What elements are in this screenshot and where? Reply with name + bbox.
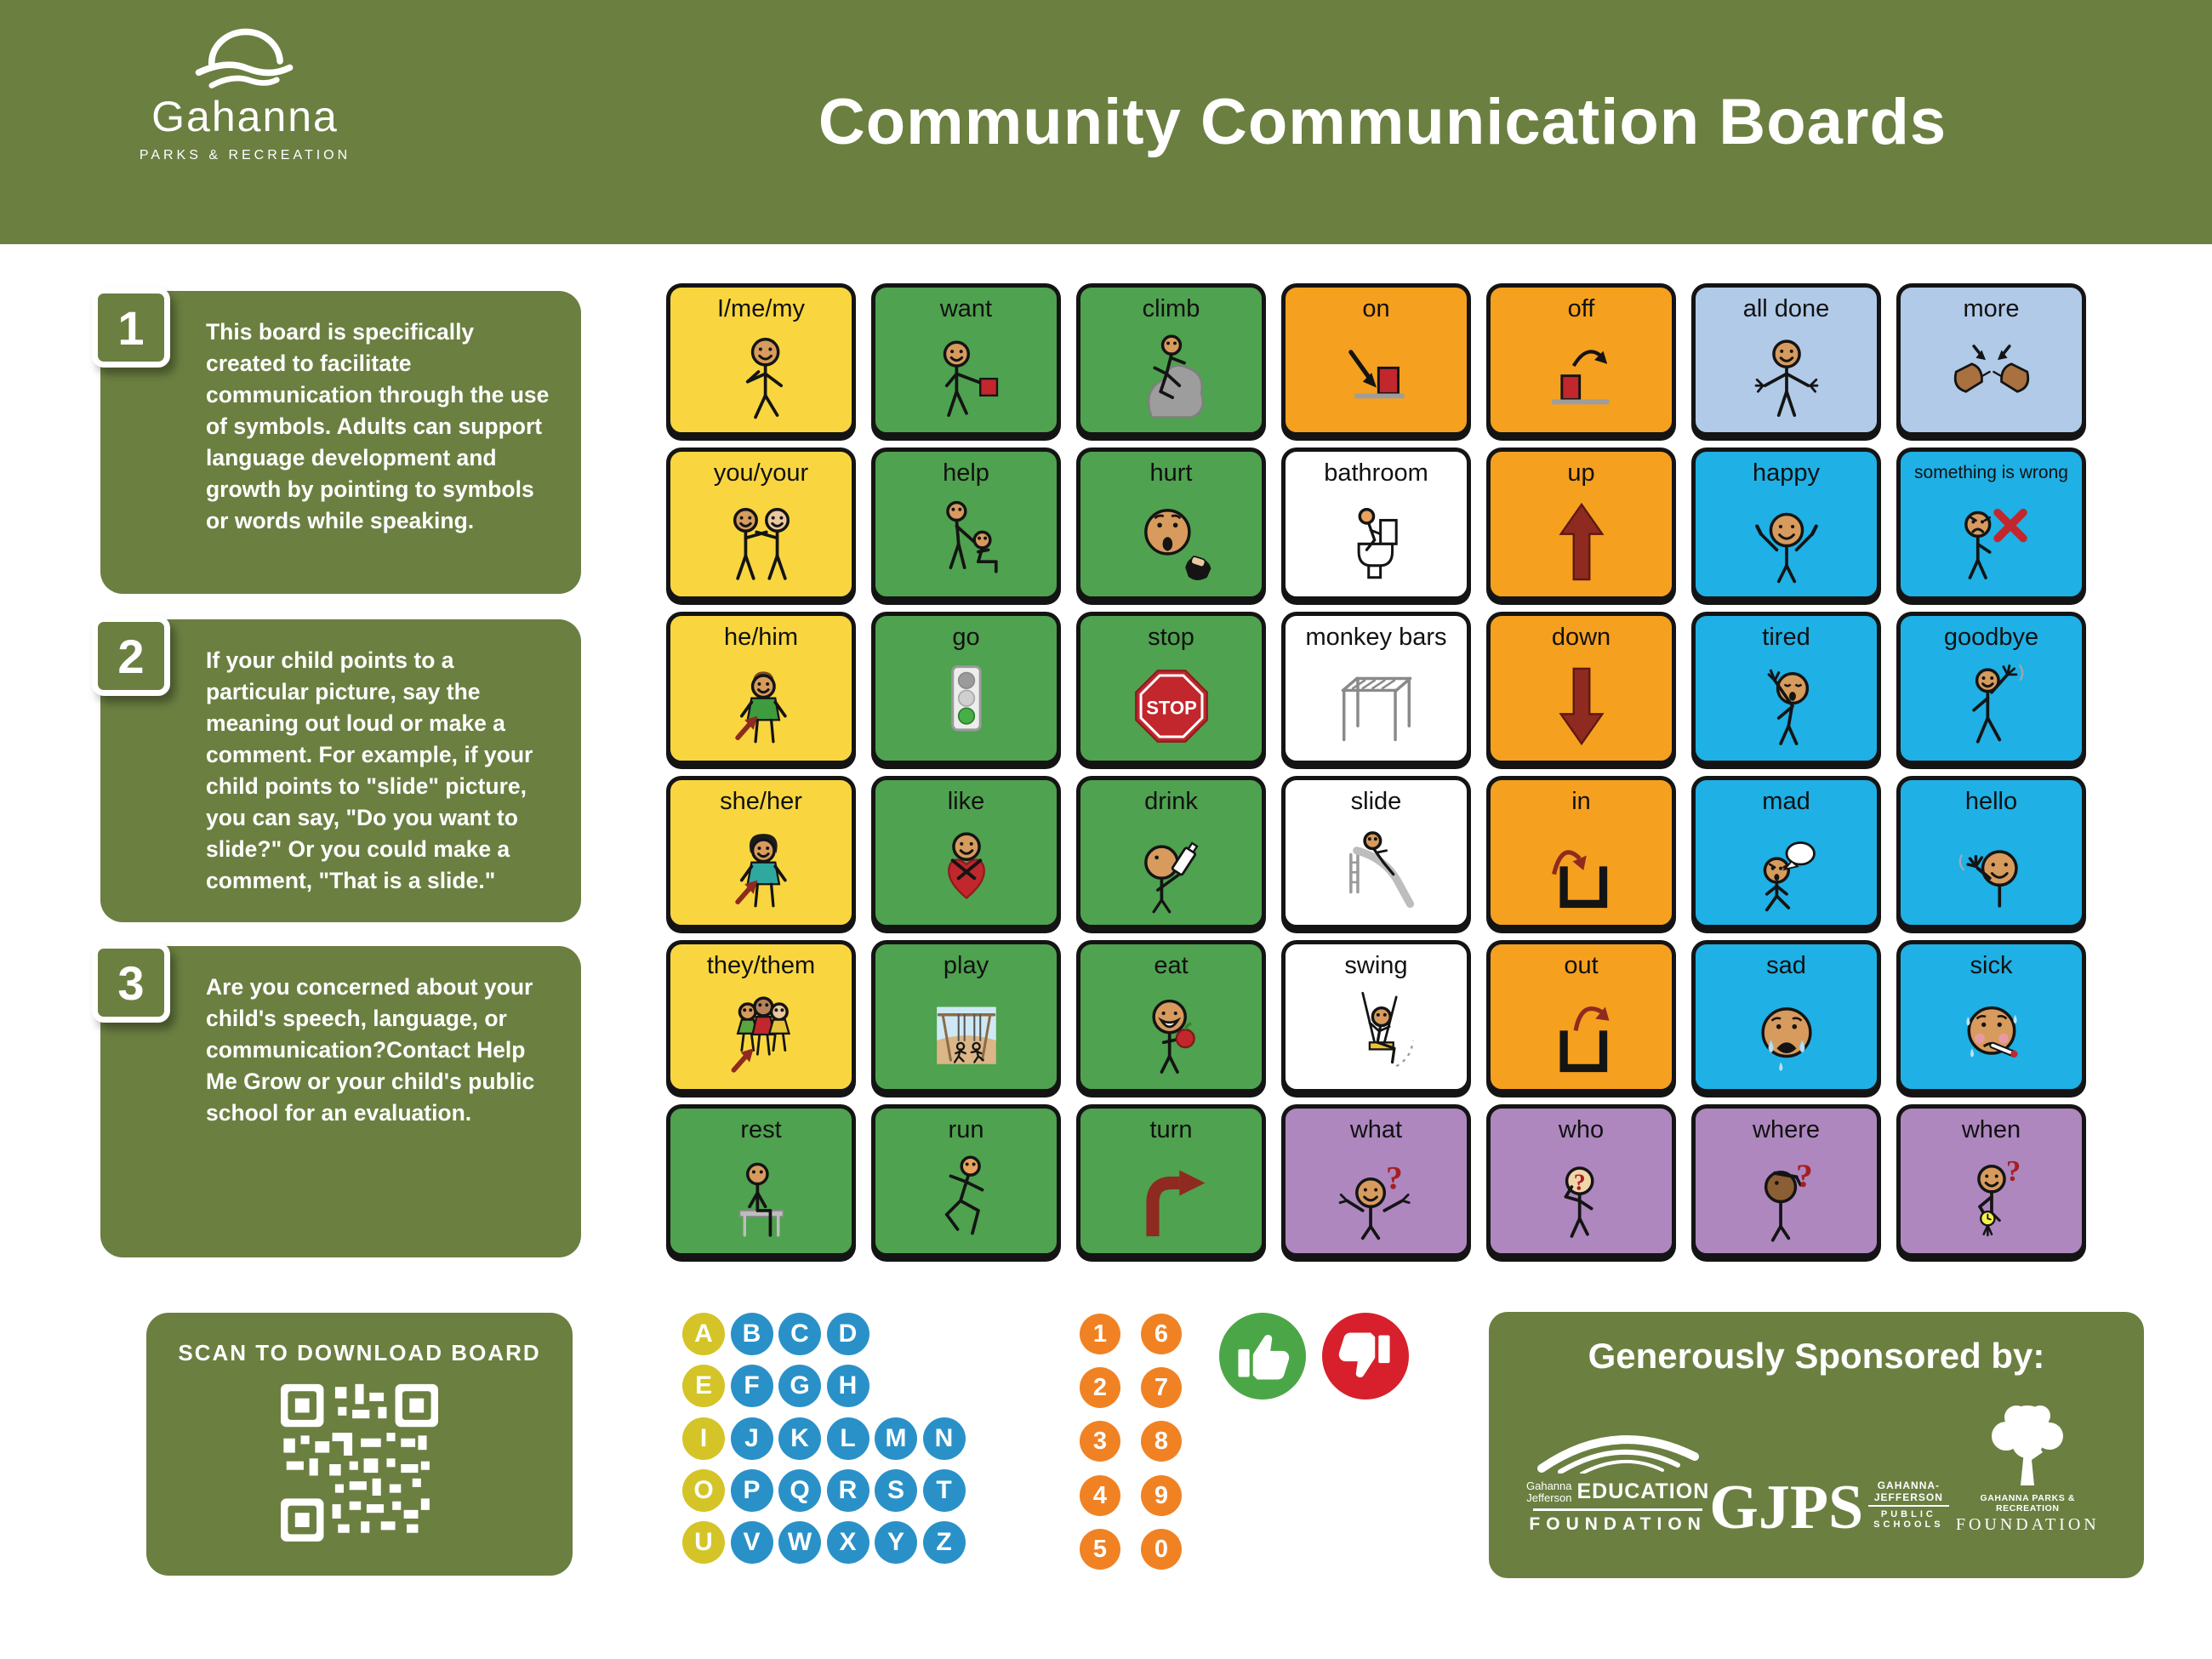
letter-V[interactable]: V (731, 1521, 773, 1564)
cell-label: rest (740, 1116, 782, 1143)
communication-grid (666, 283, 2086, 1257)
number-3[interactable]: 3 (1080, 1421, 1120, 1462)
cell-label: bathroom (1324, 459, 1428, 487)
traffic-light-icon (875, 652, 1057, 761)
toilet-icon (1286, 487, 1467, 596)
number-6[interactable]: 6 (1141, 1314, 1182, 1354)
board-cell-who[interactable] (1486, 1104, 1676, 1257)
number-5[interactable]: 5 (1080, 1529, 1120, 1570)
svg-text:STOP: STOP (1145, 697, 1197, 719)
number-1[interactable]: 1 (1080, 1314, 1120, 1354)
hello-wave-icon (1901, 816, 2082, 925)
girl-arrow-icon (670, 816, 852, 925)
instruction-3-text: Are you concerned about your child's speech, language, or communication?Contact Help Me Grow or your child's public school for an evaluation. (206, 974, 535, 1126)
two-people-pointing-icon (670, 487, 852, 596)
instruction-1-text: This board is specifically created to facilitate communication through the use of symbols. Adults can support language development and growth by pointing to symbols or words while speaking. (206, 319, 550, 533)
board-cell-monkey-bars[interactable] (1281, 612, 1471, 765)
board-cell-she-her[interactable] (666, 776, 856, 929)
step-1-badge: 1 (92, 288, 170, 368)
sick-face-icon (1901, 980, 2082, 1089)
arrow-down-icon (1491, 652, 1672, 761)
page-title: Community Communication Boards (818, 86, 1947, 158)
cell-label: on (1362, 295, 1390, 322)
playground-icon (875, 980, 1057, 1089)
cell-label: turn (1149, 1116, 1193, 1143)
letter-D[interactable]: D (827, 1313, 869, 1355)
arrow-onto-icon (1286, 323, 1467, 432)
letter-J[interactable]: J (731, 1417, 773, 1460)
board-cell-happy[interactable] (1691, 448, 1881, 601)
board-cell-up[interactable] (1486, 448, 1676, 601)
cell-label: monkey bars (1305, 624, 1447, 651)
cell-label: who (1558, 1116, 1605, 1143)
qr-download-box (146, 1313, 573, 1576)
letter-Y[interactable]: Y (875, 1521, 917, 1564)
cell-label: out (1564, 952, 1599, 979)
cell-label: mad (1762, 788, 1810, 815)
where-question-icon (1696, 1144, 1877, 1253)
cell-label: something is wrong (1914, 463, 2068, 482)
letter-H[interactable]: H (827, 1365, 869, 1407)
more-hands-icon (1901, 323, 2082, 432)
board-cell-want[interactable] (871, 283, 1061, 436)
number-0[interactable]: 0 (1141, 1529, 1182, 1570)
board-cell-in[interactable] (1486, 776, 1676, 929)
board-cell-climb[interactable] (1076, 283, 1266, 436)
letter-K[interactable]: K (778, 1417, 821, 1460)
number-7[interactable]: 7 (1141, 1367, 1182, 1408)
goodbye-wave-icon (1901, 652, 2082, 761)
board-cell-hello[interactable] (1896, 776, 2086, 929)
svg-text:?: ? (1573, 1169, 1586, 1196)
board-cell-i-me-my[interactable] (666, 283, 856, 436)
monkey-bars-icon (1286, 652, 1467, 761)
cell-label: where (1753, 1116, 1820, 1143)
qr-title: SCAN TO DOWNLOAD BOARD (178, 1340, 541, 1365)
board-cell-like[interactable] (871, 776, 1061, 929)
cell-label: go (952, 624, 980, 651)
instruction-box-1 (100, 291, 581, 594)
letter-S[interactable]: S (875, 1469, 917, 1512)
board-cell-on[interactable] (1281, 283, 1471, 436)
board-cell-what[interactable] (1281, 1104, 1471, 1257)
board-cell-turn[interactable] (1076, 1104, 1266, 1257)
board-cell-you-your[interactable] (666, 448, 856, 601)
cell-label: he/him (723, 624, 799, 651)
board-cell-goodbye[interactable] (1896, 612, 2086, 765)
boy-arrow-icon (670, 652, 852, 761)
cell-label: slide (1350, 788, 1402, 815)
person-pointing-self-icon (670, 323, 852, 432)
cell-label: like (947, 788, 985, 815)
eating-icon (1080, 980, 1262, 1089)
step-2-badge: 2 (92, 616, 170, 696)
cell-label: play (943, 952, 989, 979)
hurt-face-icon (1080, 487, 1262, 596)
instruction-box-3 (100, 946, 581, 1257)
board-cell-stop[interactable] (1076, 612, 1266, 765)
board-cell-off[interactable] (1486, 283, 1676, 436)
board-cell-all-done[interactable] (1691, 283, 1881, 436)
letter-I[interactable]: I (682, 1417, 725, 1460)
board-cell-down[interactable] (1486, 612, 1676, 765)
letter-B[interactable]: B (731, 1313, 773, 1355)
climb-rock-icon (1080, 323, 1262, 432)
board-cell-run[interactable] (871, 1104, 1061, 1257)
swing-icon (1286, 980, 1467, 1089)
board-cell-eat[interactable] (1076, 940, 1266, 1093)
cell-label: all done (1742, 295, 1830, 322)
svg-text:?: ? (1385, 1159, 1403, 1197)
cell-label: eat (1154, 952, 1189, 979)
cell-label: she/her (720, 788, 802, 815)
letter-F[interactable]: F (731, 1365, 773, 1407)
cell-label: want (939, 295, 993, 322)
cell-label: in (1571, 788, 1591, 815)
board-cell-drink[interactable] (1076, 776, 1266, 929)
what-question-icon (1286, 1144, 1467, 1253)
cell-label: goodbye (1943, 624, 2039, 651)
mad-speech-icon (1696, 816, 1877, 925)
cell-label: swing (1344, 952, 1408, 979)
when-question-icon (1901, 1144, 2082, 1253)
happy-figure-icon (1696, 487, 1877, 596)
letter-X[interactable]: X (827, 1521, 869, 1564)
letter-E[interactable]: E (682, 1365, 725, 1407)
logo-subtitle: PARKS & RECREATION (139, 148, 351, 162)
thumbs-up-icon[interactable] (1219, 1313, 1306, 1400)
letter-O[interactable]: O (682, 1469, 725, 1512)
cell-label: they/them (706, 952, 816, 979)
letter-W[interactable]: W (778, 1521, 821, 1564)
sitting-bench-icon (670, 1144, 852, 1253)
cell-label: drink (1144, 788, 1198, 815)
cell-label: hello (1964, 788, 2018, 815)
cell-label: off (1567, 295, 1595, 322)
board-cell-go[interactable] (871, 612, 1061, 765)
education-foundation-logo: Gahanna Jefferson EDUCATION FOUNDATION (1526, 1424, 1709, 1535)
board-cell-more[interactable] (1896, 283, 2086, 436)
cell-label: happy (1752, 459, 1820, 487)
who-question-icon (1491, 1144, 1672, 1253)
cell-label: hurt (1149, 459, 1193, 487)
board-cell-something-is-wrong[interactable] (1896, 448, 2086, 601)
letter-U[interactable]: U (682, 1521, 725, 1564)
cell-label: when (1961, 1116, 2021, 1143)
tired-figure-icon (1696, 652, 1877, 761)
cell-label: tired (1762, 624, 1810, 651)
letter-M[interactable]: M (875, 1417, 917, 1460)
gjps-logo: GJPS GAHANNA-JEFFERSON PUBLIC SCHOOLS (1709, 1479, 1948, 1535)
group-arrow-icon (670, 980, 852, 1089)
running-icon (875, 1144, 1057, 1253)
cell-label: you/your (713, 459, 809, 487)
thumbs-down-icon[interactable] (1322, 1313, 1409, 1400)
board-cell-where[interactable] (1691, 1104, 1881, 1257)
reach-square-icon (875, 323, 1057, 432)
svg-text:?: ? (2005, 1154, 2021, 1189)
arrow-off-icon (1491, 323, 1672, 432)
tree-icon (1977, 1399, 2078, 1487)
board-cell-help[interactable] (871, 448, 1061, 601)
number-4[interactable]: 4 (1080, 1475, 1120, 1516)
board-cell-sad[interactable] (1691, 940, 1881, 1093)
parks-foundation-logo: GAHANNA PARKS & RECREATION FOUNDATION (1949, 1399, 2107, 1535)
cell-label: stop (1148, 624, 1194, 651)
instruction-box-2 (100, 619, 581, 922)
slide-icon (1286, 816, 1467, 925)
letter-Z[interactable]: Z (923, 1521, 966, 1564)
number-2[interactable]: 2 (1080, 1367, 1120, 1408)
board-cell-mad[interactable] (1691, 776, 1881, 929)
letter-P[interactable]: P (731, 1469, 773, 1512)
board-cell-when[interactable] (1896, 1104, 2086, 1257)
gahanna-parks-logo (126, 22, 364, 163)
svg-text:?: ? (1795, 1157, 1813, 1195)
number-9[interactable]: 9 (1141, 1475, 1182, 1516)
arrow-in-icon (1491, 816, 1672, 925)
stop-sign-icon (1080, 652, 1262, 761)
person-helping-icon (875, 487, 1057, 596)
instruction-2-text: If your child points to a particular picture, say the meaning out loud or make a comment. For example, if your child points to "slide" picture, you can say, "Do you want to slide?" Or you could make a comment, "That is a slide." (206, 647, 533, 893)
cell-label: climb (1142, 295, 1200, 322)
wrong-x-icon (1901, 483, 2082, 596)
cell-label: down (1551, 624, 1611, 651)
all-done-hands-icon (1696, 323, 1877, 432)
sponsor-title: Generously Sponsored by: (1588, 1336, 2045, 1376)
cell-label: I/me/my (716, 295, 806, 322)
cell-label: help (943, 459, 989, 487)
letter-C[interactable]: C (778, 1313, 821, 1355)
board-cell-they-them[interactable] (666, 940, 856, 1093)
board-cell-swing[interactable] (1281, 940, 1471, 1093)
board-cell-out[interactable] (1486, 940, 1676, 1093)
arrow-out-icon (1491, 980, 1672, 1089)
cell-label: run (948, 1116, 984, 1143)
cell-label: sad (1766, 952, 1806, 979)
drinking-icon (1080, 816, 1262, 925)
board-cell-tired[interactable] (1691, 612, 1881, 765)
cell-label: more (1963, 295, 2020, 322)
cell-label: what (1349, 1116, 1403, 1143)
board-cell-sick[interactable] (1896, 940, 2086, 1093)
letter-N[interactable]: N (923, 1417, 966, 1460)
arrow-up-icon (1491, 487, 1672, 596)
step-3-badge: 3 (92, 943, 170, 1023)
board-cell-he-him[interactable] (666, 612, 856, 765)
letter-R[interactable]: R (827, 1469, 869, 1512)
letter-A[interactable]: A (682, 1313, 725, 1355)
arcs-icon (1535, 1424, 1701, 1474)
board-cell-bathroom[interactable] (1281, 448, 1471, 601)
header-band (0, 0, 2212, 244)
logo-name: Gahanna (151, 93, 339, 140)
letter-G[interactable]: G (778, 1365, 821, 1407)
sad-face-icon (1696, 980, 1877, 1089)
board-cell-rest[interactable] (666, 1104, 856, 1257)
board-cell-hurt[interactable] (1076, 448, 1266, 601)
cell-label: sick (1970, 952, 2013, 979)
board-cell-play[interactable] (871, 940, 1061, 1093)
letter-L[interactable]: L (827, 1417, 869, 1460)
letter-T[interactable]: T (923, 1469, 966, 1512)
heart-hug-icon (875, 816, 1057, 925)
number-8[interactable]: 8 (1141, 1421, 1182, 1462)
letter-Q[interactable]: Q (778, 1469, 821, 1512)
wave-swoosh-icon (181, 22, 309, 95)
qr-code-icon[interactable] (281, 1380, 438, 1548)
sponsor-box (1489, 1312, 2144, 1578)
turn-arrow-icon (1080, 1144, 1262, 1253)
board-cell-slide[interactable] (1281, 776, 1471, 929)
cell-label: up (1567, 459, 1595, 487)
